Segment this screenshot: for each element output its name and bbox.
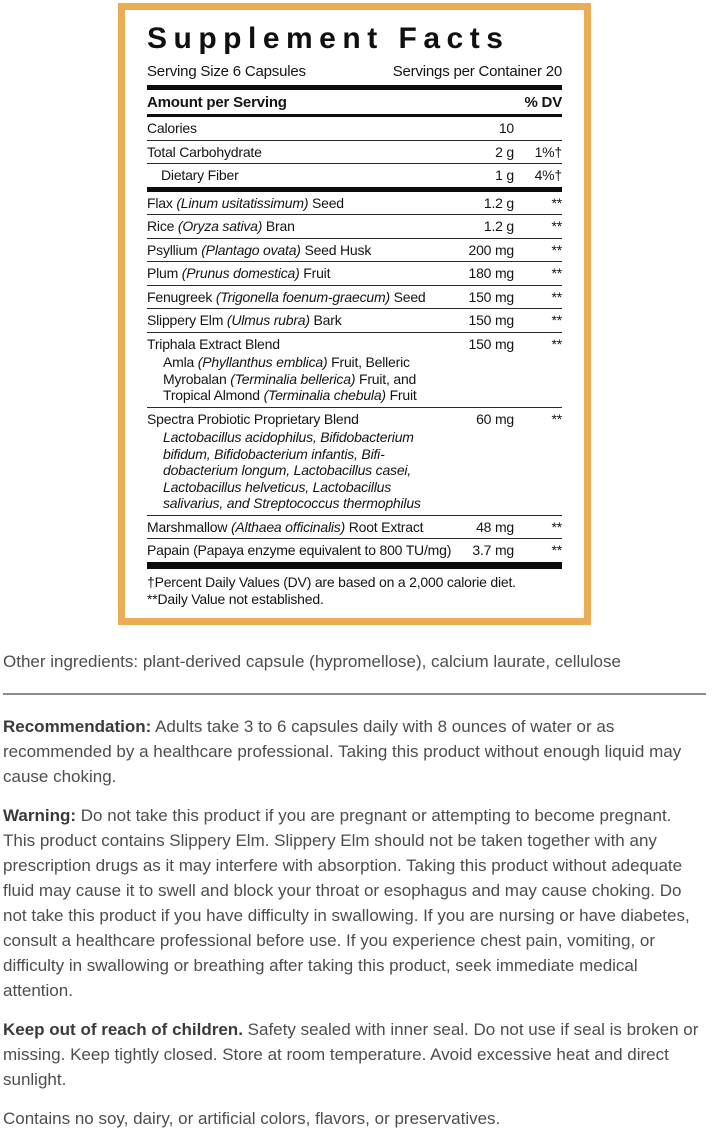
- other-ingredients-text: Other ingredients: plant-derived capsule (hypromellose), calcium laurate, cellulose: [3, 651, 621, 671]
- ingredient-dv: 4%†: [534, 167, 562, 183]
- ingredient-dv: **: [551, 335, 562, 352]
- supplement-facts-panel: [118, 3, 591, 625]
- children-paragraph: [3, 1017, 706, 1092]
- ingredient-row: [147, 164, 562, 192]
- children-text: Safety sealed with inner seal. Do not use if seal is broken or missing. Keep tightly closed. Store at room temperature. Avoid excessive heat and direct sunlight.: [3, 1019, 699, 1089]
- footnote-established: **Daily Value not established.: [147, 591, 324, 607]
- ingredient-subline: Lactobacillus helveticus, Lactobacillus: [163, 478, 391, 495]
- ingredient-subline: Amla (Phyllanthus emblica) Fruit, Belleric: [163, 354, 410, 370]
- ingredient-name: Triphala Extract Blend: [147, 335, 280, 352]
- column-header-amount: Amount per Serving: [147, 94, 287, 111]
- ingredient-name: Psyllium (Plantago ovata) Seed Husk: [147, 241, 372, 258]
- servings-per-container: Servings per Container 20: [392, 63, 562, 80]
- ingredient-row: [147, 516, 562, 540]
- recommendation-text: Adults take 3 to 6 capsules daily with 8 ounces of water or as recommended by a healthcare professional. Taking this product without enough liquid may cause choking.: [3, 716, 682, 786]
- ingredient-amount: 1 g: [495, 167, 514, 183]
- ingredient-dv: [514, 118, 562, 139]
- ingredient-amount: 60 mg: [476, 410, 514, 427]
- ingredient-name: Flax (Linum usitatissimum) Seed: [147, 194, 344, 211]
- ingredient-name: Spectra Probiotic Proprietary Blend: [147, 410, 359, 427]
- ingredient-name: Slippery Elm (Ulmus rubra) Bark: [147, 312, 342, 328]
- ingredient-row: [147, 215, 562, 239]
- ingredient-amount: 2 g: [495, 143, 514, 160]
- ingredient-subline: Myrobalan (Terminalia bellerica) Fruit, and: [163, 370, 417, 387]
- recommendation-lead: Recommendation:: [3, 716, 152, 736]
- footnote-dv: †Percent Daily Values (DV) are based on a 2,000 calorie diet.: [147, 573, 516, 590]
- ingredient-row: [147, 239, 562, 263]
- ingredient-row: [147, 117, 562, 141]
- panel-title: Supplement Facts: [147, 22, 510, 55]
- ingredient-dv: **: [551, 288, 562, 305]
- ingredient-dv: **: [551, 312, 562, 328]
- label-body-copy: [0, 649, 712, 1131]
- ingredient-name: Total Carbohydrate: [147, 143, 262, 160]
- ingredient-dv: **: [551, 265, 562, 281]
- contains-statement: Contains no soy, dairy, or artificial colors, flavors, or preservatives.: [3, 1108, 501, 1128]
- ingredient-name: Rice (Oryza sativa) Bran: [147, 218, 295, 234]
- ingredient-dv: **: [551, 241, 562, 258]
- ingredient-amount: 48 mg: [476, 518, 514, 535]
- ingredient-amount: 1.2 g: [483, 194, 514, 211]
- ingredient-amount: 150 mg: [468, 335, 514, 352]
- ingredient-name: Fenugreek (Trigonella foenum-graecum) Seed: [147, 288, 426, 305]
- column-header-row: [147, 90, 562, 114]
- ingredient-dv: **: [551, 410, 562, 427]
- ingredient-subline: bifidum, Bifidobacterium infantis, Bifi-: [163, 445, 385, 462]
- ingredient-dv: **: [551, 518, 562, 535]
- ingredient-subline: dobacterium longum, Lactobacillus casei,: [163, 462, 412, 478]
- ingredient-name: Papain (Papaya enzyme equivalent to 800 TU/mg): [147, 542, 452, 558]
- ingredient-row: [147, 333, 562, 408]
- footnotes: [147, 569, 562, 609]
- ingredient-name: Marshmallow (Althaea officinalis) Root Extract: [147, 518, 424, 535]
- ingredient-dv: **: [551, 194, 562, 211]
- warning-paragraph: [3, 803, 706, 1003]
- ingredient-amount: 180 mg: [468, 265, 514, 281]
- ingredient-name: Dietary Fiber: [161, 167, 239, 183]
- warning-lead: Warning:: [3, 805, 77, 825]
- ingredient-row: [147, 309, 562, 333]
- ingredient-row: [147, 408, 562, 516]
- ingredient-dv: **: [551, 218, 562, 234]
- ingredient-name: Calories: [147, 120, 197, 136]
- ingredient-sublist: [147, 429, 562, 514]
- ingredient-amount: 1.2 g: [483, 218, 514, 234]
- ingredient-amount: 3.7 mg: [472, 542, 514, 558]
- ingredient-row: [147, 141, 562, 165]
- ingredient-subline: Lactobacillus acidophilus, Bifidobacterium: [163, 429, 414, 445]
- ingredient-row: [147, 286, 562, 310]
- serving-size: Serving Size 6 Capsules: [147, 63, 306, 80]
- ingredient-row: [147, 262, 562, 286]
- ingredient-row: [147, 539, 562, 569]
- ingredient-row: [147, 192, 562, 216]
- recommendation-paragraph: [3, 714, 706, 789]
- warning-text: Do not take this product if you are pregnant or attempting to become pregnant. This product contains Slippery Elm. Slippery Elm should not be taken together with any prescription drugs as it may interfere with absorption. Taking this product without adequate fluid may cause it to swell and block your throat or esophagus and may cause choking. Do not take this product if you have difficulty in swallowing. If you are nursing or have diabetes, consult a healthcare professional before use. If you experience chest pain, vomiting, or difficulty in swallowing or breathing after taking this product, seek immediate medical attention.: [3, 805, 690, 1000]
- ingredient-amount: 200 mg: [468, 241, 514, 258]
- section-divider: [3, 693, 706, 695]
- ingredient-name: Plum (Prunus domestica) Fruit: [147, 265, 331, 281]
- ingredient-dv: 1%†: [534, 143, 562, 160]
- ingredient-amount: 10: [498, 120, 514, 136]
- ingredient-subline: Tropical Almond (Terminalia chebula) Fruit: [163, 387, 417, 403]
- children-lead: Keep out of reach of children.: [3, 1019, 243, 1039]
- ingredient-dv: **: [551, 542, 562, 558]
- ingredient-amount: 150 mg: [468, 288, 514, 305]
- supplement-rows: [147, 117, 562, 569]
- ingredient-amount: 150 mg: [468, 312, 514, 328]
- ingredient-subline: salivarius, and Streptococcus thermophilus: [163, 495, 421, 511]
- ingredient-sublist: [147, 354, 562, 406]
- serving-info-row: [147, 62, 562, 81]
- column-header-dv: % DV: [524, 94, 562, 111]
